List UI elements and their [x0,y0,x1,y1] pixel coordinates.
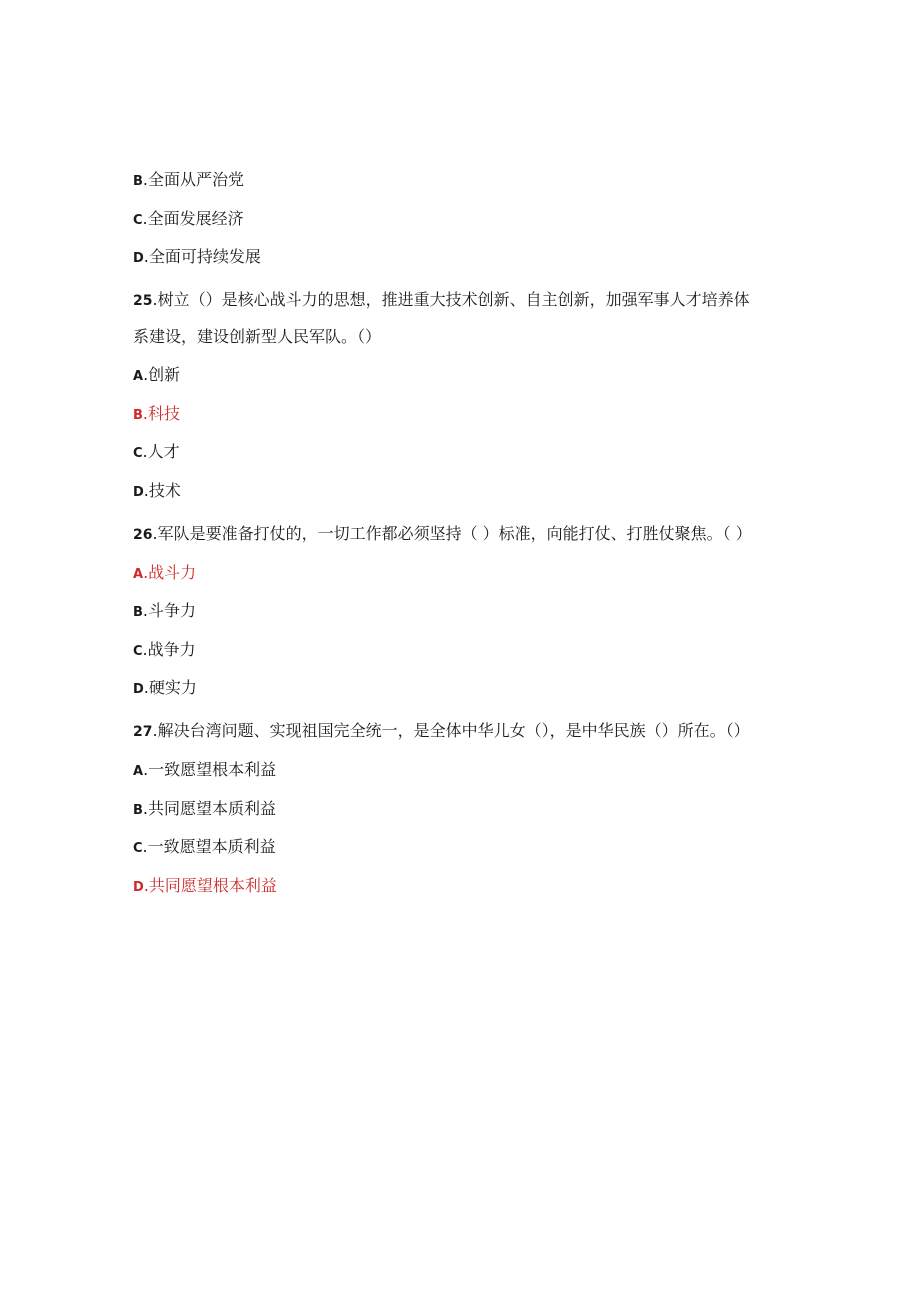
option-item-correct [133,874,793,900]
option-letter: A [133,764,144,779]
option-text: .创新 [143,365,181,384]
question-line [133,522,793,547]
option-item [133,797,793,823]
question-stem [133,522,793,547]
question-text: 系建设，建设创新型人民军队。（） [133,327,382,346]
option-text: .共同愿望本质利益 [142,798,277,818]
option-text: .全面可持续发展 [143,247,261,266]
question-stem [133,288,793,349]
option-text: .一致愿望本质利益 [142,837,276,856]
option-item [133,479,793,505]
option-letter: B [133,802,143,818]
option-text: .全面从严治党 [142,170,245,189]
option-letter: D [133,682,144,697]
option-item [133,245,793,271]
option-letter: C [133,841,143,856]
question-line [133,325,793,349]
option-letter: A [133,369,144,384]
option-text: .硬实力 [143,678,197,697]
option-item [133,758,793,784]
question-text: .解决台湾问题、实现祖国完全统一，是全体中华儿女（），是中华民族（）所在。（） [152,721,750,740]
question-stem [133,719,793,744]
option-text: .人才 [142,442,180,461]
option-text: .一致愿望根本利益 [143,760,277,779]
option-letter: A [133,566,144,582]
option-text: .战争力 [142,639,196,659]
option-item [133,363,793,389]
option-text: .科技 [142,403,181,423]
question-number: 25 [133,293,153,309]
option-text: .全面发展经济 [142,208,244,228]
option-item [133,440,793,466]
option-item-correct [133,402,793,428]
option-text: .战斗力 [143,562,197,582]
question-text: .军队是要准备打仗的，一切工作都必须坚持（ ）标准，向能打仗、打胜仗聚焦。（ ） [152,523,752,543]
option-item [133,168,793,194]
option-text: .共同愿望根本利益 [143,875,277,895]
question-line [133,719,793,744]
option-item [133,676,793,702]
question-text: .树立（）是核心战斗力的思想，推进重大技术创新、自主创新，加强军事人才培养体 [152,290,750,309]
option-text: .技术 [143,480,181,500]
option-item [133,835,793,861]
option-item [133,638,793,664]
question-list [133,168,793,912]
option-letter: B [133,174,143,189]
option-letter: C [133,212,143,228]
option-letter: B [133,605,143,620]
question-number: 27 [133,724,153,740]
question-line [133,288,793,313]
option-item-correct [133,561,793,587]
option-letter: D [133,251,144,266]
option-letter: D [133,879,144,895]
option-letter: C [133,643,143,659]
option-letter: C [133,446,143,461]
option-text: .斗争力 [142,601,197,620]
option-item [133,599,793,625]
option-letter: B [133,407,143,423]
option-letter: D [133,484,144,500]
question-number: 26 [133,526,153,543]
option-item [133,207,793,233]
